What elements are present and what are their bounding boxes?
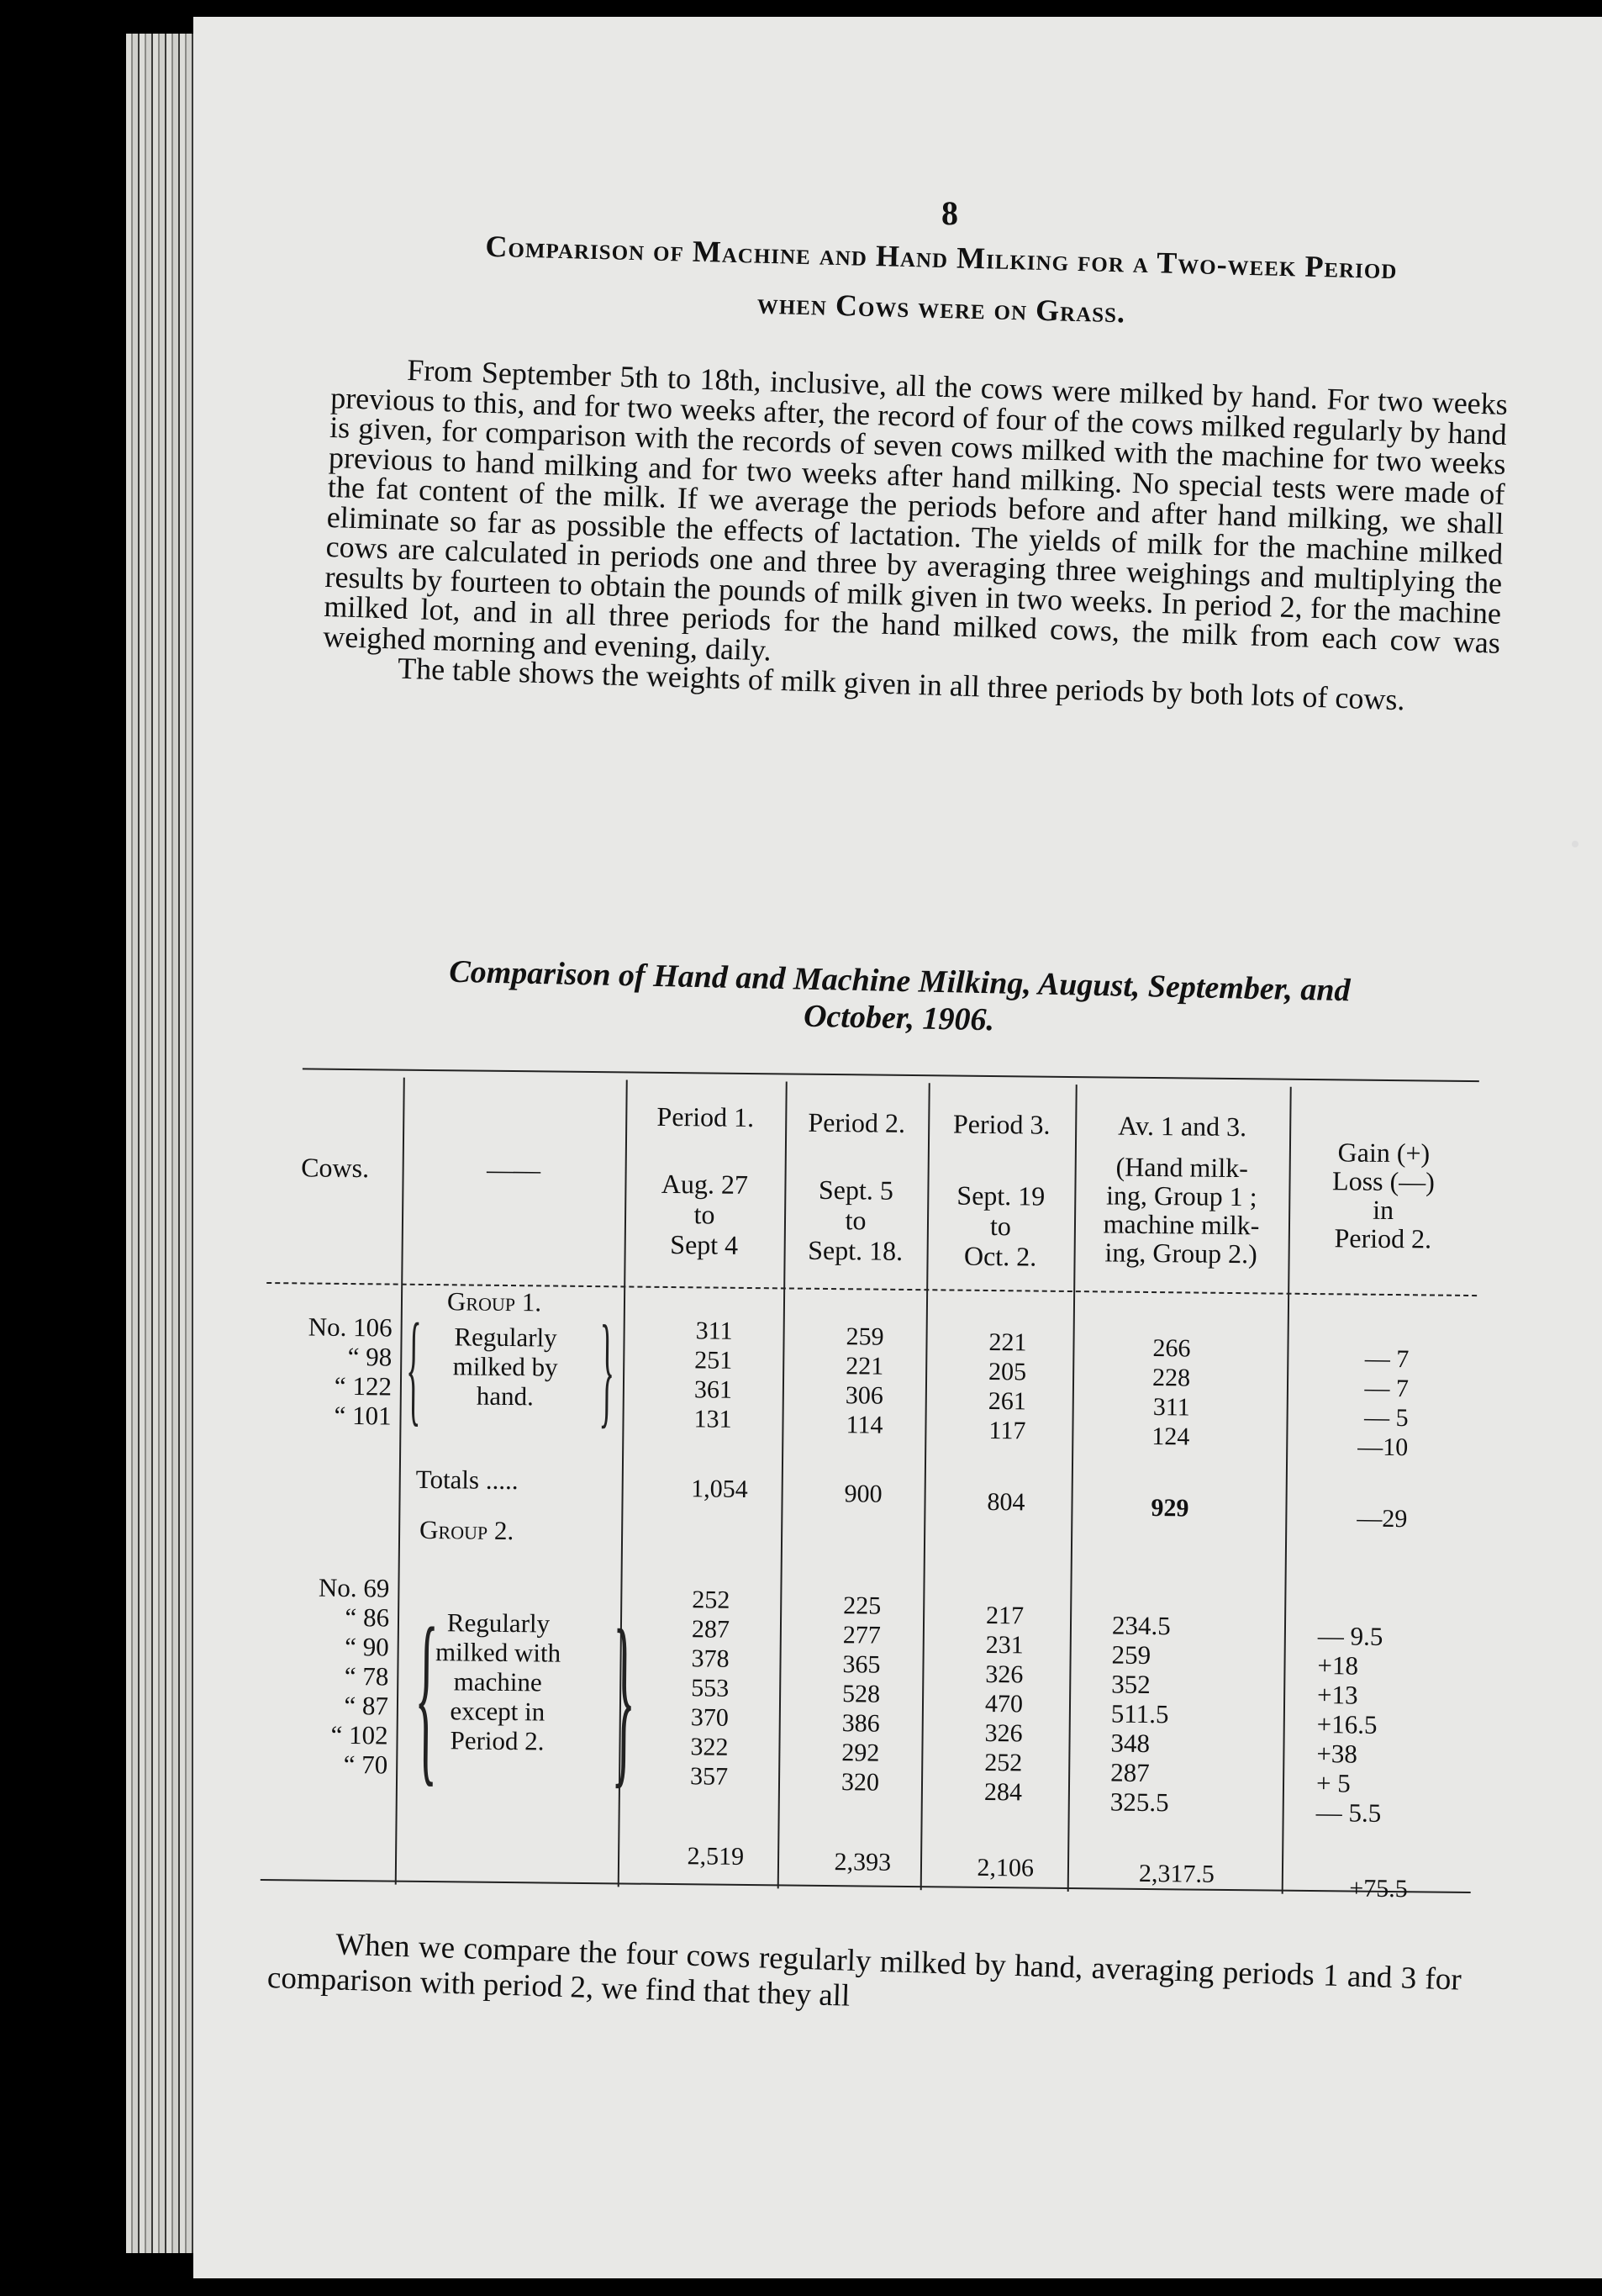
book-page-edges: [126, 34, 202, 2253]
group1-right-brace: }: [598, 1300, 616, 1440]
body-paragraph-1: From September 5th to 18th, inclusive, all the cows were milked by hand. For two weeks previous to this, and for two weeks after, the record of four of the cows milked regularly by hand is given, for comparison with the records of seven cows milked with the machine for two weeks previous to hand milking and for two weeks after hand milking. No special tests were made of the fat content of the milk. If we average the periods before and after hand milking, we shall eliminate so far as possible the effects of lactation. The yields of milk for the machine milked cows are calculated in periods one and three by averaging three weighings and multiplying the results by fourteen to obtain the pounds of milk given in two weeks. In period 2, for the machine milked lot, and in all three periods for the hand milked cows, the milk from each cow was weighed morning and evening, daily.: [322, 352, 1509, 668]
table-top-rule: [303, 1068, 1479, 1082]
group2-gain-values: — 9.5 +18 +13 +16.5 +38 + 5 — 5.5: [1315, 1621, 1383, 1828]
header-average-desc: (Hand milk- ing, Group 1 ; machine milk- ing, Group 2.): [1103, 1151, 1260, 1269]
group2-period1-values: 252 287 378 553 370 322 357: [689, 1586, 730, 1791]
group1-period1-values: 311 251 361 131: [693, 1317, 733, 1433]
group2-total-period2: 2,393: [834, 1848, 892, 1876]
group1-total-gain: —29: [1357, 1504, 1408, 1533]
header-average: Av. 1 and 3.: [1118, 1110, 1247, 1143]
group2-period3-values: 217 231 326 470 326 252 284: [983, 1601, 1025, 1807]
header-gain-loss: Gain (+) Loss (—) in Period 2.: [1331, 1137, 1436, 1254]
group2-average-values: 234.5 259 352 511.5 348 287 325.5: [1109, 1610, 1171, 1818]
group1-total-period2: 900: [844, 1480, 883, 1508]
body-text: [322, 353, 1509, 718]
milking-comparison-table: [260, 1059, 1479, 1938]
group1-total-period3: 804: [987, 1487, 1025, 1517]
table-title-line2: October, 1906.: [803, 998, 995, 1038]
page-number: 8: [941, 194, 958, 232]
header-period2: Period 2.: [808, 1106, 906, 1138]
header-period3-dates: Sept. 19 to Oct. 2.: [956, 1180, 1046, 1272]
group2-cow-ids: No. 69 “ 86 “ 90 “ 78 “ 87 “ 102 “ 70: [318, 1572, 390, 1780]
group2-total-period1: 2,519: [687, 1842, 745, 1871]
group2-label: Group 2.: [419, 1514, 514, 1546]
body-paragraph-2: The table shows the weights of milk given in all three periods by both lots of cows.: [397, 651, 1406, 717]
closing-paragraph: When we compare the four cows regularly milked by hand, averaging periods 1 and 3 for comparison with period 2, we find that they all: [266, 1927, 1462, 2014]
header-period2-dates: Sept. 5 to Sept. 18.: [808, 1174, 904, 1266]
group2-total-average: 2,317.5: [1138, 1859, 1215, 1888]
header-description: ——: [486, 1153, 541, 1185]
group1-description: Regularly milked by hand.: [452, 1322, 558, 1412]
scan-artifact: [1572, 841, 1578, 847]
group1-period2-values: 259 221 306 114: [845, 1322, 884, 1439]
table-title-line1: Comparison of Hand and Machine Milking, August, September, and: [448, 953, 1351, 1009]
group1-period3-values: 221 205 261 117: [988, 1327, 1027, 1445]
section-heading-line1: Comparison of Machine and Hand Milking for a Two-week Period: [485, 229, 1398, 286]
group1-cow-ids: No. 106 “ 98 “ 122 “ 101: [308, 1312, 393, 1431]
group2-period2-values: 225 277 365 528 386 292 320: [841, 1591, 882, 1797]
header-cows: Cows.: [301, 1152, 370, 1184]
section-heading-line2: when Cows were on Grass.: [756, 286, 1126, 330]
column-divider-1: [395, 1078, 405, 1885]
group1-left-brace: {: [405, 1297, 423, 1438]
group1-average-values: 266 228 311 124: [1151, 1334, 1191, 1451]
group2-total-gain: +75.5: [1349, 1874, 1408, 1903]
header-period1: Period 1.: [656, 1100, 755, 1133]
group2-right-brace: }: [611, 1590, 637, 1805]
header-period3: Period 3.: [952, 1108, 1051, 1140]
header-period1-dates: Aug. 27 to Sept 4: [661, 1168, 749, 1260]
group2-left-brace: {: [414, 1587, 440, 1803]
group1-totals-label: Totals .....: [415, 1464, 519, 1496]
group1-gain-values: — 7 — 7 — 5 —10: [1357, 1344, 1410, 1462]
group1-total-average: 929: [1151, 1494, 1189, 1523]
group1-label: Group 1.: [446, 1286, 542, 1317]
group2-total-period3: 2,106: [977, 1853, 1035, 1882]
group1-total-period1: 1,054: [691, 1475, 748, 1503]
group2-description: Regularly milked with machine except in Period 2.: [435, 1607, 561, 1756]
